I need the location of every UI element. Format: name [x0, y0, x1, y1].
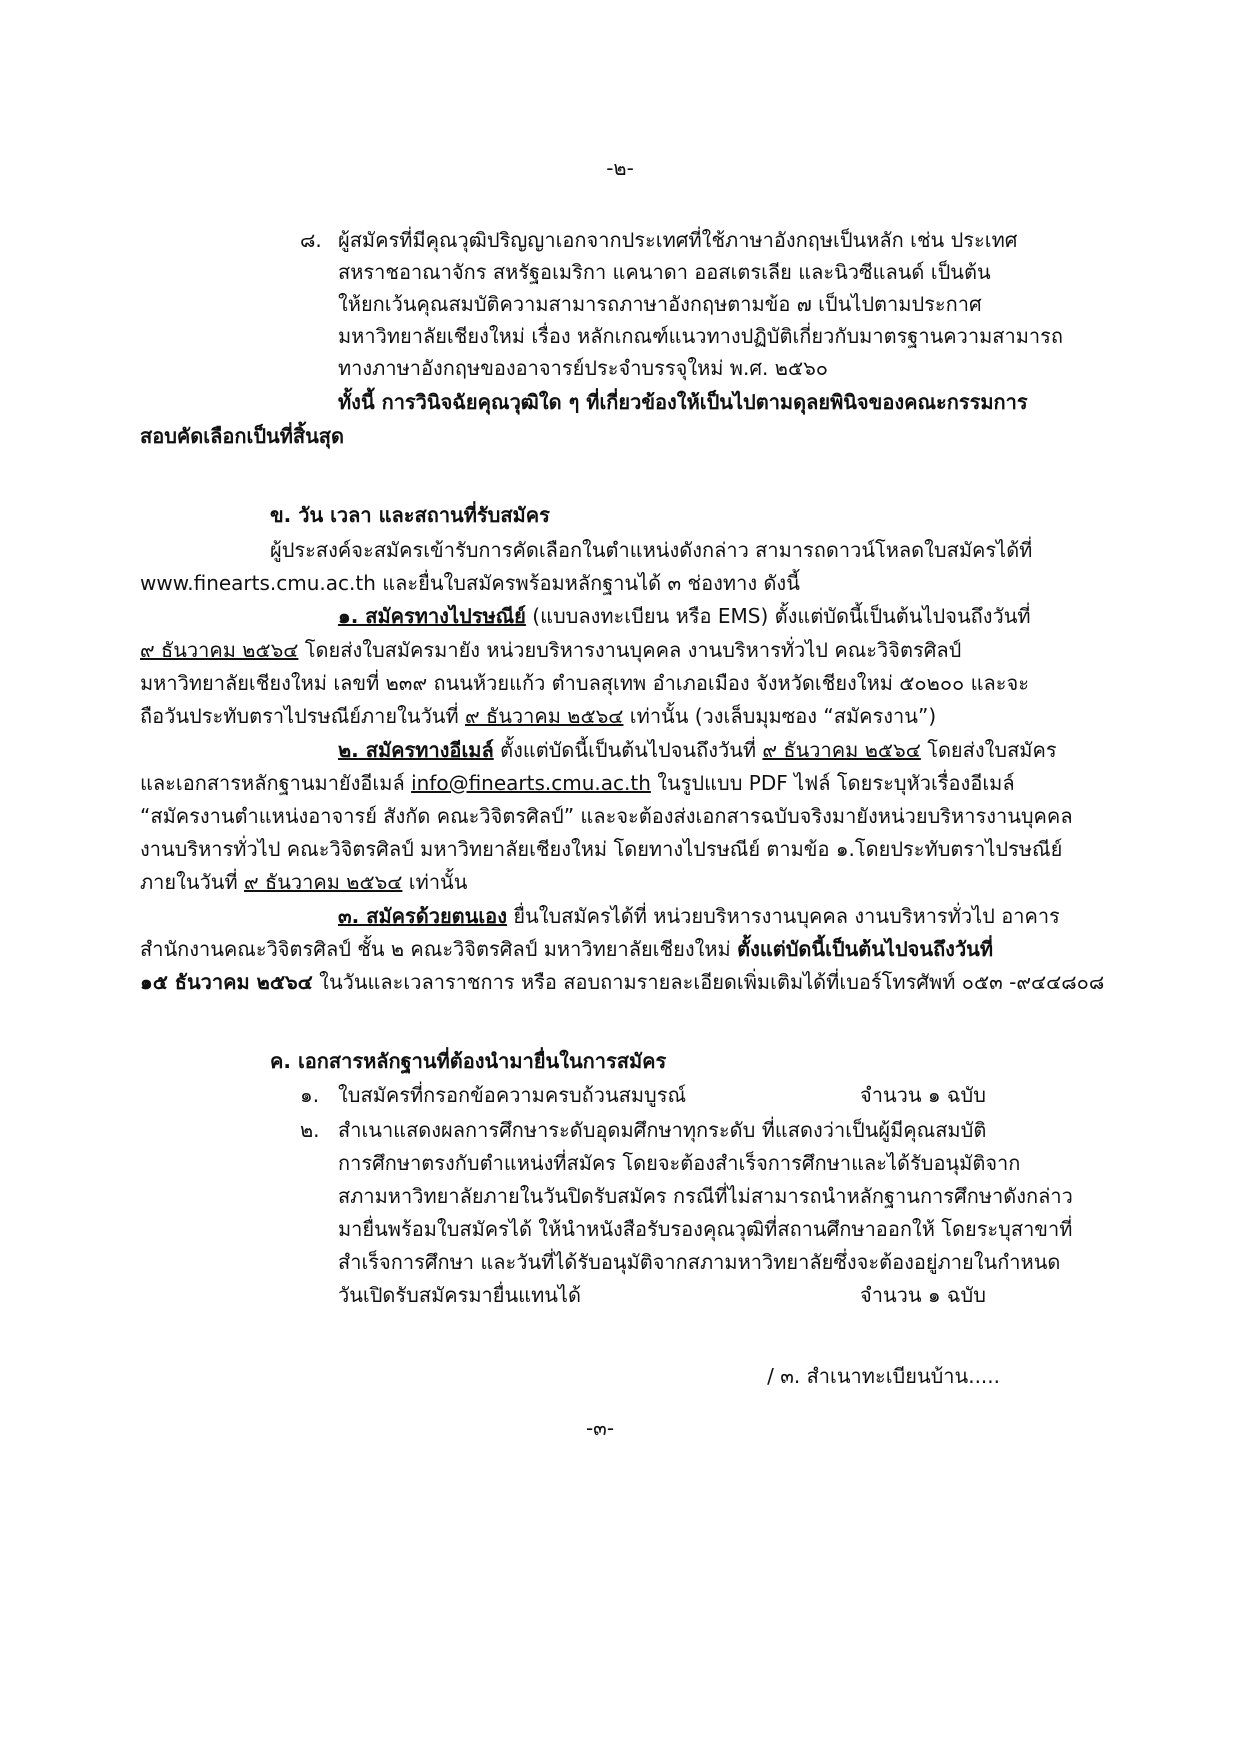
inperson-text-3b: ในวันและเวลาราชการ หรือ สอบถามรายละเอียดเพิ่มเติมได้ที่เบอร์โทรศัพท์ ๐๕๓ -๙๔๔๘๐๘: [319, 970, 1105, 994]
next-page-number: -๓-: [585, 1416, 615, 1440]
item-8-line-3: ให้ยกเว้นคุณสมบัติความสามารถภาษาอังกฤษตามข้อ ๗ เป็นไปตามประกาศ: [338, 292, 982, 316]
note-line-2: สอบคัดเลือกเป็นที่สิ้นสุด: [140, 424, 344, 448]
c-item-1-text: ใบสมัครที่กรอกข้อความครบถ้วนสมบูรณ์: [338, 1083, 687, 1107]
post-title: ๑. สมัครทางไปรษณีย์: [338, 604, 526, 628]
item-8-line-4: มหาวิทยาลัยเชียงใหม่ เรื่อง หลักเกณฑ์แนวทางปฏิบัติเกี่ยวกับมาตรฐานความสามารถ: [338, 324, 1063, 348]
post-line-4: [140, 706, 936, 726]
post-text-4a: ถือวันประทับตราไปรษณีย์ภายในวันที่: [140, 704, 459, 728]
c-item-2-line-3: สภามหาวิทยาลัยภายในวันปิดรับสมัคร กรณีที่ไม่สามารถนำหลักฐานการศึกษาดังกล่าว: [338, 1184, 1073, 1208]
inperson-text-2b: ตั้งแต่บัดนี้เป็นต้นไปจนถึงวันที่: [737, 937, 994, 961]
post-line-3: มหาวิทยาลัยเชียงใหม่ เลขที่ ๒๓๙ ถนนห้วยแก้ว ตำบลสุเทพ อำเภอเมือง จังหวัดเชียงใหม่ ๕๐๒๐๐ และจะ: [140, 671, 1029, 695]
c-item-2-line-5: สำเร็จการศึกษา และวันที่ได้รับอนุมัติจากสภามหาวิทยาลัยซึ่งจะต้องอยู่ภายในกำหนด: [338, 1250, 1061, 1274]
inperson-text-2a: สำนักงานคณะวิจิตรศิลป์ ชั้น ๒ คณะวิจิตรศิลป์ มหาวิทยาลัยเชียงใหม่: [140, 937, 731, 961]
inperson-date: ๑๕ ธันวาคม ๒๕๖๔: [140, 970, 313, 994]
post-text-4b: เท่านั้น (วงเล็บมุมซอง “สมัครงาน”): [629, 704, 937, 728]
section-c-heading: ค. เอกสารหลักฐานที่ต้องนำมายื่นในการสมัคร: [270, 1049, 667, 1073]
c-item-2-quantity: จำนวน ๑ ฉบับ: [860, 1283, 986, 1307]
c-item-1-number: ๑.: [300, 1083, 320, 1107]
email-text-5b: เท่านั้น: [408, 870, 468, 894]
post-line-1: [338, 606, 1031, 626]
email-date-1: ๙ ธันวาคม ๒๕๖๔: [762, 738, 921, 762]
email-line-2: [140, 773, 1015, 793]
email-line-3: “สมัครงานตำแหน่งอาจารย์ สังกัด คณะวิจิตรศิลป์” และจะต้องส่งเอกสารฉบับจริงมายังหน่วยบริหารงานบุคคล: [140, 804, 1073, 828]
note-line-1: ทั้งนี้ การวินิจฉัยคุณวุฒิใด ๆ ที่เกี่ยวข้องให้เป็นไปตามดุลยพินิจของคณะกรรมการ: [338, 390, 1028, 414]
email-title: ๒. สมัครทางอีเมล์: [338, 738, 494, 762]
email-text-1b: โดยส่งใบสมัคร: [927, 738, 1057, 762]
section-b-intro-2: www.finearts.cmu.ac.th และยื่นใบสมัครพร้อมหลักฐานได้ ๓ ช่องทาง ดังนี้: [140, 571, 800, 595]
email-text-2a: และเอกสารหลักฐานมายังอีเมล์: [140, 771, 405, 795]
c-item-2-number: ๒.: [300, 1118, 320, 1142]
post-text-2: โดยส่งใบสมัครมายัง หน่วยบริหารงานบุคคล งานบริหารทั่วไป คณะวิจิตรศิลป์: [304, 638, 962, 662]
inperson-text-1: ยื่นใบสมัครได้ที่ หน่วยบริหารงานบุคคล งานบริหารทั่วไป อาคาร: [513, 904, 1060, 928]
c-item-2-line-2: การศึกษาตรงกับตำแหน่งที่สมัคร โดยจะต้องสำเร็จการศึกษาและได้รับอนุมัติจาก: [338, 1151, 1021, 1175]
c-item-2-line-6: วันเปิดรับสมัครมายื่นแทนได้: [338, 1283, 581, 1307]
email-line-1: [338, 740, 1057, 760]
inperson-title: ๓. สมัครด้วยตนเอง: [338, 904, 507, 928]
page-number: -๒-: [606, 156, 634, 180]
email-line-5: [140, 872, 467, 892]
email-text-2b: ในรูปแบบ PDF ไฟล์ โดยระบุหัวเรื่องอีเมล์: [657, 771, 1015, 795]
c-item-2-line-1: สำเนาแสดงผลการศึกษาระดับอุดมศึกษาทุกระดับ ที่แสดงว่าเป็นผู้มีคุณสมบัติ: [338, 1118, 987, 1142]
inperson-line-2: [140, 939, 993, 959]
item-8-line-5: ทางภาษาอังกฤษของอาจารย์ประจำบรรจุใหม่ พ.ศ. ๒๕๖๐: [338, 356, 828, 380]
email-address-link[interactable]: info@finearts.cmu.ac.th: [411, 771, 651, 795]
post-date-1: ๙ ธันวาคม ๒๕๖๔: [140, 638, 299, 662]
post-date-2: ๙ ธันวาคม ๒๕๖๔: [465, 704, 624, 728]
section-b-intro-1: ผู้ประสงค์จะสมัครเข้ารับการคัดเลือกในตำแหน่งดังกล่าว สามารถดาวน์โหลดใบสมัครได้ที่: [270, 538, 1033, 562]
post-text-1: (แบบลงทะเบียน หรือ EMS) ตั้งแต่บัดนี้เป็นต้นไปจนถึงวันที่: [532, 604, 1031, 628]
section-b-heading: ข. วัน เวลา และสถานที่รับสมัคร: [270, 503, 550, 527]
inperson-line-3: [140, 972, 1104, 992]
item-8-line-2: สหราชอาณาจักร สหรัฐอเมริกา แคนาดา ออสเตรเลีย และนิวซีแลนด์ เป็นต้น: [338, 260, 991, 284]
c-item-2-line-4: มายื่นพร้อมใบสมัครได้ ให้นำหนังสือรับรองคุณวุฒิที่สถานศึกษาออกให้ โดยระบุสาขาที่: [338, 1217, 1073, 1241]
c-item-1-quantity: จำนวน ๑ ฉบับ: [860, 1083, 986, 1107]
email-line-4: งานบริหารทั่วไป คณะวิจิตรศิลป์ มหาวิทยาลัยเชียงใหม่ โดยทางไปรษณีย์ ตามข้อ ๑.โดยประทับตราไปรษณีย์: [140, 837, 1063, 861]
email-text-1a: ตั้งแต่บัดนี้เป็นต้นไปจนถึงวันที่: [500, 738, 757, 762]
email-text-5a: ภายในวันที่: [140, 870, 238, 894]
item-8-line-1: ผู้สมัครที่มีคุณวุฒิปริญญาเอกจากประเทศที่ใช้ภาษาอังกฤษเป็นหลัก เช่น ประเทศ: [338, 228, 1018, 252]
email-date-2: ๙ ธันวาคม ๒๕๖๔: [244, 870, 403, 894]
continued-note: / ๓. สำเนาทะเบียนบ้าน.....: [767, 1364, 1000, 1388]
item-8-number: ๘.: [300, 228, 322, 252]
inperson-line-1: [338, 906, 1060, 926]
post-line-2: [140, 640, 961, 660]
